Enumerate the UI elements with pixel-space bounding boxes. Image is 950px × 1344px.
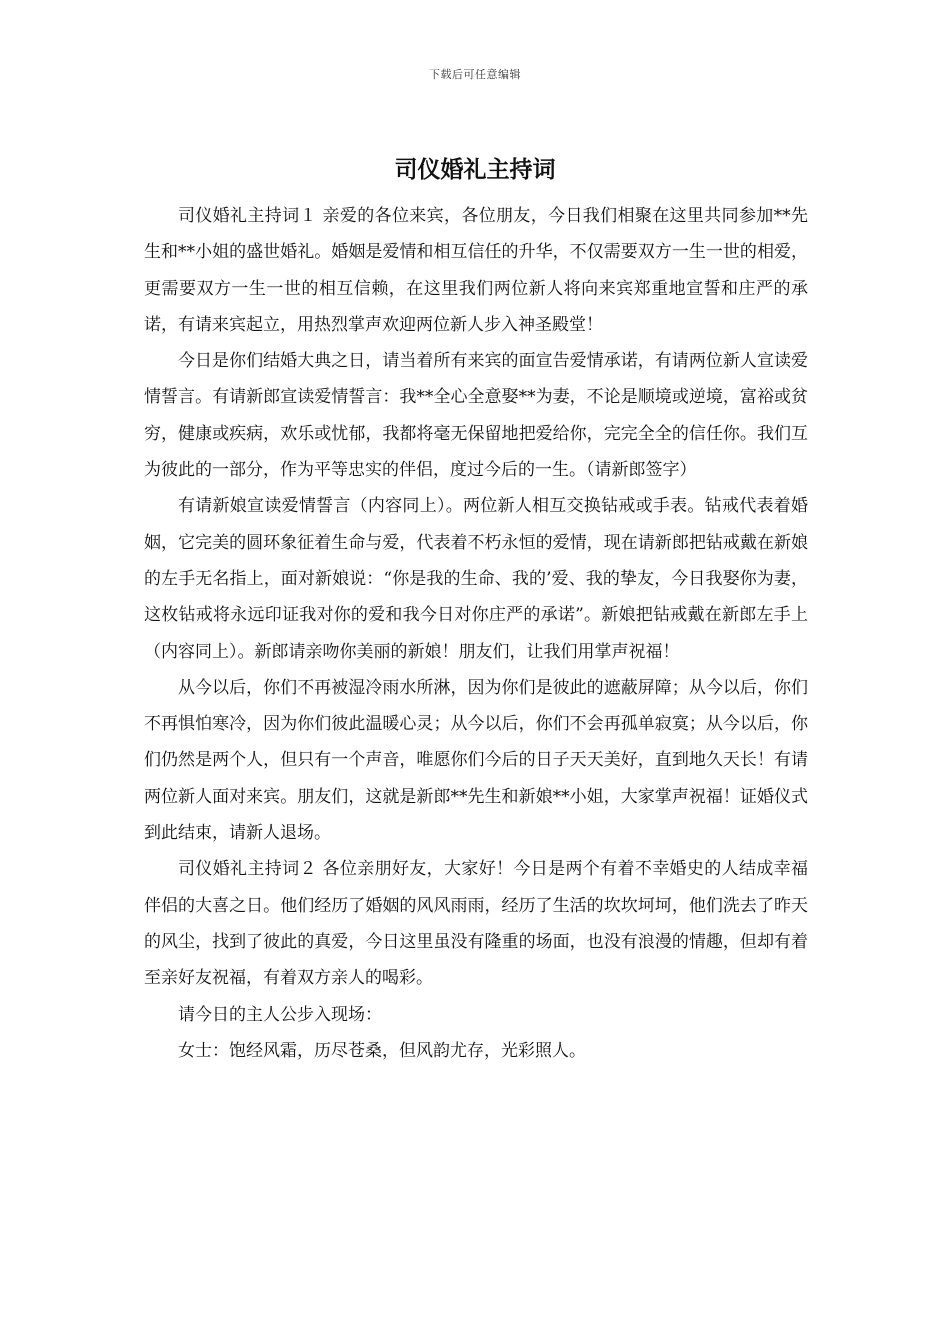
paragraph-3: 有请新娘宣读爱情誓言（内容同上）。两位新人相互交换钻戒或手表。钻戒代表着婚姻，它完美的圆环象征着生命与爱，代表着不朽永恒的爱情，现在请新郎把钻戒戴在新娘的左手无名指上，面对新娘说：“你是我的生命、我的’爱、我的挚友，今日我娶你为妻，这枚钻戒将永远印证我对你的爱和我今日对你庄严的承诺”。新娘把钻戒戴在新郎左手上（内容同上）。新郎请亲吻你美丽的新娘！朋友们，让我们用掌声祝福！ [144, 496, 808, 662]
paragraph-5: 司仪婚礼主持词２ 各位亲朋好友，大家好！今日是两个有着不幸婚史的人结成幸福伴侣的大喜之日。他们经历了婚姻的风风雨雨，经历了生活的坎坎坷坷，他们洗去了昨天的风尘，找到了彼此的真爱，今日这里虽没有隆重的场面，也没有浪漫的情趣，但却有着至亲好友祝福，有着双方亲人的喝彩。 [144, 859, 808, 989]
header-note: 下载后可任意编辑 [429, 68, 521, 81]
paragraph-2: 今日是你们结婚大典之日，请当着所有来宾的面宣告爱情承诺，有请两位新人宣读爱情誓言。有请新郎宣读爱情誓言：我**全心全意娶**为妻，不论是顺境或逆境，富裕或贫穷，健康或疾病，欢乐或忧郁，我都将毫无保留地把爱给你，完完全全的信任你。我们互为彼此的一部分，作为平等忠实的伴侣，度过今后的一生。（请新郎签字） [144, 351, 808, 481]
paragraph-1: 司仪婚礼主持词１ 亲爱的各位来宾，各位朋友，今日我们相聚在这里共同参加**先生和**小姐的盛世婚礼。婚姻是爱情和相互信任的升华，不仅需要双方一生一世的相爱，更需要双方一生一世的相互信赖，在这里我们两位新人将向来宾郑重地宣誓和庄严的承诺，有请来宾起立，用热烈掌声欢迎两位新人步入神圣殿堂！ [144, 206, 808, 335]
document-title: 司仪婚礼主持词 [394, 156, 556, 183]
paragraph-4: 从今以后，你们不再被湿冷雨水所淋，因为你们是彼此的遮蔽屏障；从今以后，你们不再惧怕寒冷，因为你们彼此温暖心灵；从今以后，你们不会再孤单寂寞；从今以后，你们仍然是两个人，但只有一个声音，唯愿你们今后的日子天天美好，直到地久天长！有请两位新人面对来宾。朋友们，这就是新郎**先生和新娘**小姐，大家掌声祝福！证婚仪式到此结束，请新人退场。 [144, 677, 808, 844]
paragraph-7: 女士：饱经风霜，历尽苍桑，但风韵尤存，光彩照人。 [178, 1040, 586, 1061]
paragraph-6: 请今日的主人公步入现场： [178, 1004, 382, 1025]
document-body [144, 198, 808, 1069]
